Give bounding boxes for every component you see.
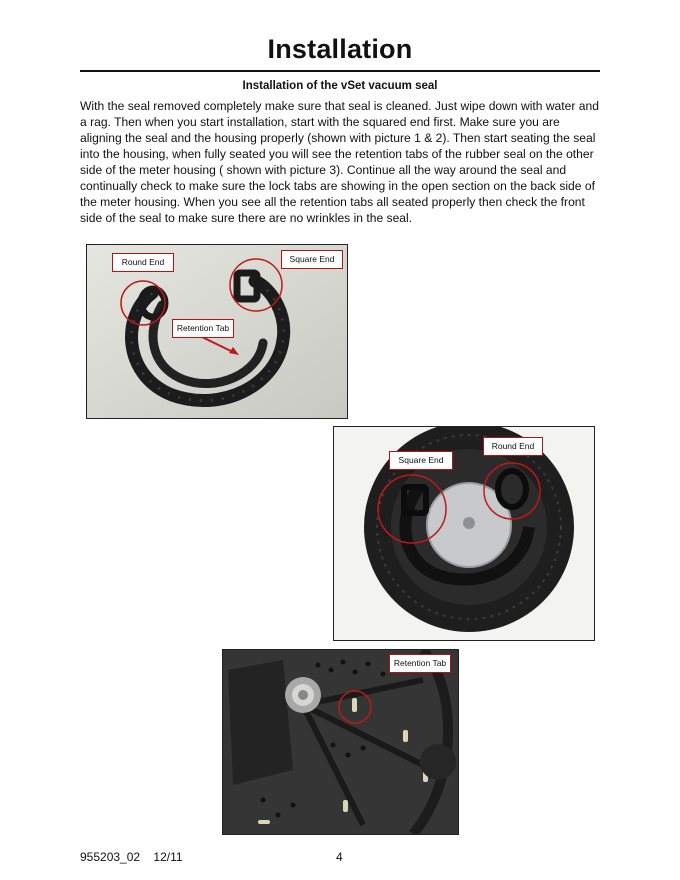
section-subtitle: Installation of the vSet vacuum seal (242, 80, 438, 92)
page-number: 4 (336, 850, 343, 864)
page-title: Installation (267, 34, 413, 64)
callout-round-end-2: Round End (483, 437, 543, 456)
figure-2-housing-photo (333, 426, 595, 641)
instructions-paragraph: With the seal removed completely make sure that seal is cleaned. Just wipe down with water and a rag. Then when you start installation, start with the squared end first. Make sure you are aligning the seal and the housing properly (shown with picture 1 & 2). Then start seating the seal into the housing, when fully seated you will see the retention tabs of the rubber seal on the other side of the meter housing ( shown with picture 3). Continue all the way around the seal and continually check to make sure the lock tabs are showing in the open section on the back side of the meter housing. When you see all the retention tabs all seated properly then check the front side of the seal to make sure there are no wrinkles in the seal. (80, 99, 599, 225)
callout-round-end-1: Round End (112, 253, 174, 272)
footer-date: 12/11 (153, 850, 183, 864)
callout-retention-tab-1: Retention Tab (172, 319, 234, 338)
footer-doc-info (80, 850, 183, 864)
callout-square-end-2: Square End (389, 451, 453, 470)
footer-doc-number: 955203_02 (80, 850, 141, 864)
title-rule (80, 70, 600, 72)
callout-square-end-1: Square End (281, 250, 343, 269)
callout-retention-tab-3: Retention Tab (389, 654, 451, 673)
figure-3-housing-back-photo (222, 649, 459, 835)
